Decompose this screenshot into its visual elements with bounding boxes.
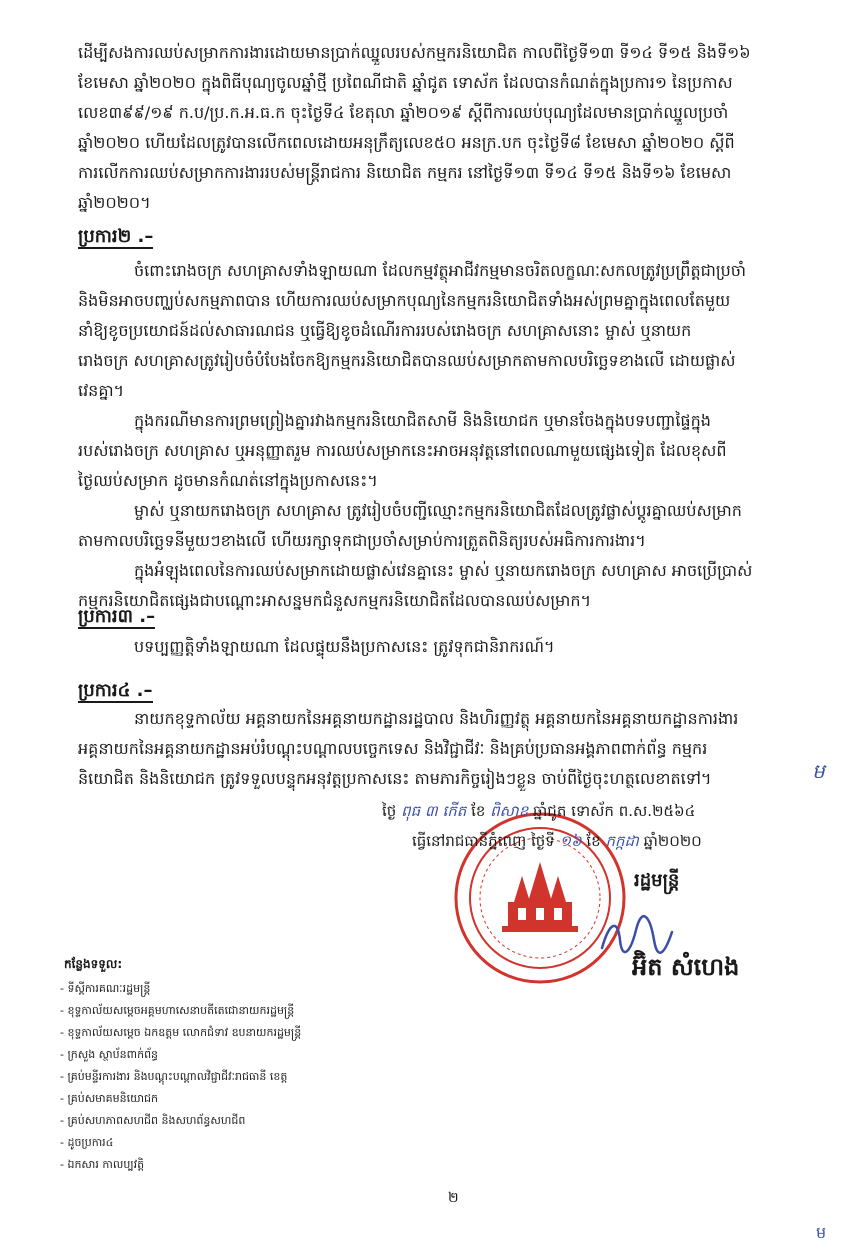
list-item: - គ្រប់សមាគមនិយោជក bbox=[60, 1092, 159, 1105]
text-line: អគ្គនាយកនៃអគ្គនាយកដ្ឋានអប់រំបណ្តុះបណ្តាលបច្ចេកទេស និងវិជ្ជាជីវៈ និងគ្រប់ប្រធានអង្គភាពពាក់ព័ន្ធ កម្មករ bbox=[78, 739, 708, 758]
paragraph-1 bbox=[78, 38, 823, 218]
text-line: របស់រោងចក្រ សហគ្រាស ឬអនុញ្ញាតរួម ការឈប់សម្រាកនេះអាចអនុវត្តនៅពេលណាមួយផ្សេងទៀត ដែលខុសពី bbox=[78, 441, 727, 460]
paragraph-2 bbox=[78, 256, 823, 406]
list-item: - ឯកសារ កាលប្បវត្តិ bbox=[60, 1158, 145, 1171]
paragraph-5 bbox=[78, 556, 823, 616]
paragraph-4 bbox=[78, 496, 823, 556]
text-line: ម្ចាស់ ឬនាយករោងចក្រ សហគ្រាស ត្រូវរៀបចំបញ្ជីឈ្មោះកម្មករនិយោជិតដែលត្រូវផ្លាស់ប្តូរគ្នាឈប់សម្រាក bbox=[134, 501, 742, 520]
text-line: ឆ្នាំ២០២០ ហើយដែលត្រូវបានលើកពេលដោយអនុក្រឹត្យលេខ៥០ អនក្រ.បក ចុះថ្ងៃទី៨ ខែមេសា ឆ្នាំ២០២០ ស្តីពី bbox=[78, 133, 735, 152]
text-line: នាំឱ្យខូចប្រយោជន៍ដល់សាធារណជន ឬធ្វើឱ្យខូចដំណើរការរបស់រោងចក្រ សហគ្រាសនោះ ម្ចាស់ ឬនាយក bbox=[78, 321, 692, 340]
page-number: ២ bbox=[448, 1190, 459, 1206]
article-2-heading: ប្រការ២ .– bbox=[78, 226, 154, 247]
list-item: - គ្រប់សហភាពសហជីព និងសហព័ន្ធសហជីព bbox=[60, 1114, 246, 1127]
text-line: វេនគ្នា។ bbox=[78, 381, 125, 400]
signer-name: អ៊ិត សំហេង bbox=[632, 953, 740, 981]
list-item: - ខុទ្ទកាល័យសម្តេចអគ្គមហាសេនាបតីតេជោនាយករដ្ឋមន្ត្រី bbox=[60, 1004, 295, 1017]
text-line: ក្នុងករណីមានការព្រមព្រៀងគ្នារវាងកម្មករនិយោជិតសាមី និងនិយោជក ឬមានចែងក្នុងបទបញ្ជាផ្ទៃក្នុង bbox=[134, 411, 711, 430]
text-line: ក្នុងអំឡុងពេលនៃការឈប់សម្រាកដោយផ្លាស់វេនគ្នានេះ ម្ចាស់ ឬនាយករោងចក្រ សហគ្រាស អាចប្រើប្រាស់ bbox=[134, 561, 753, 580]
list-item: - ក្រសួង ស្ថាប័នពាក់ព័ន្ធ bbox=[60, 1048, 159, 1061]
cc-title: កន្លែងទទួល: bbox=[64, 957, 123, 971]
text-line: រោងចក្រ សហគ្រាសត្រូវរៀបចំបំបែងចែកឱ្យកម្មករនិយោជិតបានឈប់សម្រាកតាមកាលបរិច្ឆេទខាងលើ ដោយផ្លាស់ bbox=[78, 351, 736, 370]
article-3-heading: ប្រការ៣ .– bbox=[78, 606, 156, 627]
text-line: ថ្ងៃឈប់សម្រាក ដូចមានកំណត់នៅក្នុងប្រកាសនេះ។ bbox=[78, 471, 378, 490]
article-4-heading: ប្រការ៤ .– bbox=[78, 680, 153, 701]
paragraph-6 bbox=[78, 632, 823, 662]
solar-date: ធ្វើនៅរាជធានីភ្នំពេញ ថ្ងៃទី ១៦ ខែ កក្កដា ឆ្នាំ២០២០ bbox=[412, 832, 702, 850]
paragraph-3 bbox=[78, 406, 823, 496]
minister-title: រដ្ឋមន្ត្រី bbox=[634, 870, 680, 891]
list-item: - ខុទ្ទកាល័យសម្តេច ឯកឧត្តម លោកជំទាវ ឧបនាយករដ្ឋមន្ត្រី bbox=[60, 1026, 302, 1039]
initial-mark: ម bbox=[812, 759, 825, 783]
list-item: - ដូចប្រការ៤ bbox=[60, 1136, 114, 1149]
text-line: នាយកខុទ្ទកាល័យ អគ្គនាយកនៃអគ្គនាយកដ្ឋានរដ្ឋបាល និងហិរញ្ញវត្ថុ អគ្គនាយកនៃអគ្គនាយកដ្ឋានការងារ bbox=[134, 709, 739, 728]
text-line: ការលើកការឈប់សម្រាកការងាររបស់មន្ត្រីរាជការ និយោជិត កម្មករ នៅថ្ងៃទី១៣ ទី១៤ ទី១៥ និងទី១៦ ខែមេសា bbox=[78, 163, 732, 182]
text-line: ខែមេសា ឆ្នាំ២០២០ ក្នុងពិធីបុណ្យចូលឆ្នាំថ្មី ប្រពៃណីជាតិ ឆ្នាំជូត ទោស័ក ដែលបានកំណត់ក្នុងប្រការ១ នៃប្រកាស bbox=[78, 73, 733, 92]
list-item: - គ្រប់មន្ទីរការងារ និងបណ្តុះបណ្តាលវិជ្ជាជីវៈរាជធានី ខេត្ត bbox=[60, 1070, 288, 1083]
corner-mark: ម bbox=[816, 1223, 827, 1242]
paragraph-7 bbox=[78, 704, 823, 804]
text-line: និយោជិត និងនិយោជក ត្រូវទទួលបន្ទុកអនុវត្តប្រកាសនេះ តាមភារកិច្ចរៀងៗខ្លួន ចាប់ពីថ្ងៃចុះហត្ថលេខាតទៅ។ bbox=[78, 769, 712, 788]
cc-list bbox=[60, 978, 301, 1176]
text-line: កម្មករនិយោជិតផ្សេងជាបណ្ដោះអាសន្នមកជំនួសកម្មករនិយោជិតដែលបានឈប់សម្រាក។ bbox=[78, 591, 592, 610]
text-line: និងមិនអាចបញ្ឈប់សកម្មភាពបាន ហើយការឈប់សម្រាកបុណ្យនៃកម្មករនិយោជិតទាំងអស់ព្រមគ្នាក្នុងពេលតែមួយ bbox=[78, 291, 731, 310]
text-line: តាមកាលបរិច្ឆេទនីមួយៗខាងលើ ហើយរក្សាទុកជាប្រចាំសម្រាប់ការត្រួតពិនិត្យរបស់អធិការការងារ។ bbox=[78, 531, 646, 550]
text-line: ឆ្នាំ២០២០។ bbox=[78, 193, 151, 212]
text-line: លេខ៣៩៩/១៩ ក.ប/ប្រ.ក.អ.ធ.ក ចុះថ្ងៃទី៤ ខែតុលា ឆ្នាំ២០១៩ ស្តីពីការឈប់បុណ្យដែលមានប្រាក់ឈ្នួលប្រចាំ bbox=[78, 103, 729, 122]
text-line: ដើម្បីសងការឈប់សម្រាកការងារដោយមានប្រាក់ឈ្នួលរបស់កម្មករនិយោជិត កាលពីថ្ងៃទី១៣ ទី១៤ ទី១៥ និងទី១៦ bbox=[78, 43, 751, 62]
text-line: ចំពោះរោងចក្រ សហគ្រាសទាំងឡាយណា ដែលកម្មវត្ថុអាជីវកម្មមានចរិតលក្ខណៈសកលត្រូវប្រព្រឹត្តជាប្រចាំ bbox=[134, 261, 747, 280]
text-line: បទប្បញ្ញត្តិទាំងឡាយណា ដែលផ្ទុយនឹងប្រកាសនេះ ត្រូវទុកជានិរាករណ៍។ bbox=[134, 637, 555, 656]
list-item: - ទីស្តីការគណៈរដ្ឋមន្ត្រី bbox=[60, 982, 151, 995]
lunar-date: ថ្ងៃ ពុធ ៣ កើត ខែ ពិសាខ ឆ្នាំជូត ទោស័ក ព.ស.២៥៦៤ bbox=[382, 802, 696, 820]
